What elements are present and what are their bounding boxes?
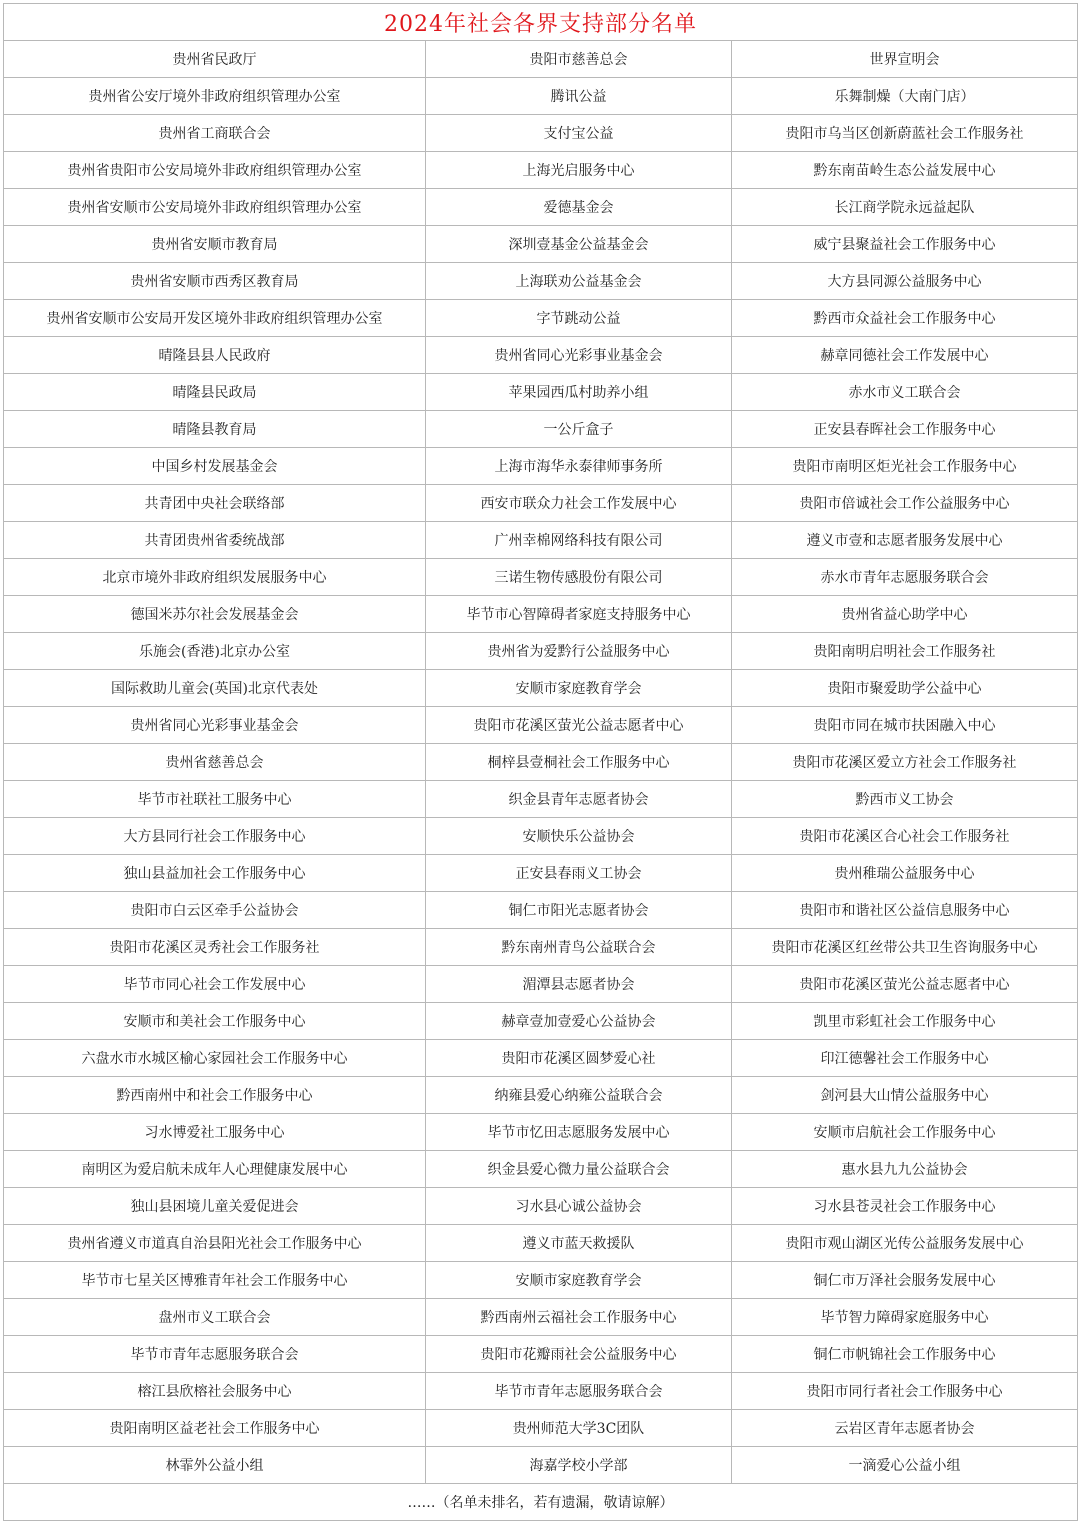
organization-cell: 林霏外公益小组 xyxy=(4,1447,426,1484)
table-row xyxy=(4,707,1078,744)
organization-cell: 贵州师范大学3C团队 xyxy=(426,1410,732,1447)
table-row xyxy=(4,1077,1078,1114)
organization-cell: 乐施会(香港)北京办公室 xyxy=(4,633,426,670)
organization-cell: 贵阳市花溪区合心社会工作服务社 xyxy=(732,818,1078,855)
organization-cell: 广州幸棉网络科技有限公司 xyxy=(426,522,732,559)
organization-cell: 贵州省安顺市教育局 xyxy=(4,226,426,263)
table-row xyxy=(4,929,1078,966)
table-row xyxy=(4,559,1078,596)
organization-cell: 盘州市义工联合会 xyxy=(4,1299,426,1336)
organization-cell: 铜仁市阳光志愿者协会 xyxy=(426,892,732,929)
organization-cell: 腾讯公益 xyxy=(426,78,732,115)
organization-cell: 赫章壹加壹爱心公益协会 xyxy=(426,1003,732,1040)
table-row xyxy=(4,300,1078,337)
organization-cell: 世界宣明会 xyxy=(732,41,1078,78)
title-row xyxy=(4,4,1078,41)
organization-cell: 乐舞制燥（大南门店） xyxy=(732,78,1078,115)
organization-cell: 毕节市心智障碍者家庭支持服务中心 xyxy=(426,596,732,633)
organization-cell: 贵州省公安厅境外非政府组织管理办公室 xyxy=(4,78,426,115)
organization-cell: 支付宝公益 xyxy=(426,115,732,152)
organization-cell: 南明区为爱启航未成年人心理健康发展中心 xyxy=(4,1151,426,1188)
organization-cell: 晴隆县教育局 xyxy=(4,411,426,448)
organization-cell: 贵阳市慈善总会 xyxy=(426,41,732,78)
table-row xyxy=(4,966,1078,1003)
organization-cell: 西安市联众力社会工作发展中心 xyxy=(426,485,732,522)
table-row xyxy=(4,189,1078,226)
table-row xyxy=(4,1003,1078,1040)
organization-cell: 印江德馨社会工作服务中心 xyxy=(732,1040,1078,1077)
organization-cell: 贵州省安顺市西秀区教育局 xyxy=(4,263,426,300)
table-row xyxy=(4,374,1078,411)
organization-cell: 上海联劝公益基金会 xyxy=(426,263,732,300)
table-row xyxy=(4,263,1078,300)
table-row xyxy=(4,781,1078,818)
organization-cell: 贵阳市和谐社区公益信息服务中心 xyxy=(732,892,1078,929)
organization-cell: 桐梓县壹桐社会工作服务中心 xyxy=(426,744,732,781)
organization-cell: 剑河县大山情公益服务中心 xyxy=(732,1077,1078,1114)
table-row xyxy=(4,1188,1078,1225)
organization-cell: 贵阳南明启明社会工作服务社 xyxy=(732,633,1078,670)
organization-cell: 贵阳市花瓣雨社会公益服务中心 xyxy=(426,1336,732,1373)
organization-cell: 赫章同德社会工作发展中心 xyxy=(732,337,1078,374)
table-row xyxy=(4,855,1078,892)
organization-cell: 毕节智力障碍家庭服务中心 xyxy=(732,1299,1078,1336)
organization-cell: 织金县爱心微力量公益联合会 xyxy=(426,1151,732,1188)
organization-cell: 贵阳市花溪区萤光公益志愿者中心 xyxy=(426,707,732,744)
table-row xyxy=(4,1447,1078,1484)
table-row xyxy=(4,411,1078,448)
organization-cell: 正安县春雨义工协会 xyxy=(426,855,732,892)
organization-cell: 一滴爱心公益小组 xyxy=(732,1447,1078,1484)
organization-cell: 贵州省同心光彩事业基金会 xyxy=(426,337,732,374)
organization-cell: 贵州省遵义市道真自治县阳光社会工作服务中心 xyxy=(4,1225,426,1262)
organization-cell: 共青团中央社会联络部 xyxy=(4,485,426,522)
organization-cell: 贵州省民政厅 xyxy=(4,41,426,78)
organization-cell: 贵阳南明区益老社会工作服务中心 xyxy=(4,1410,426,1447)
organization-cell: 共青团贵州省委统战部 xyxy=(4,522,426,559)
table-row xyxy=(4,1299,1078,1336)
table-row xyxy=(4,152,1078,189)
organization-cell: 毕节市青年志愿服务联合会 xyxy=(4,1336,426,1373)
organization-cell: 铜仁市帆锦社会工作服务中心 xyxy=(732,1336,1078,1373)
organization-cell: 安顺快乐公益协会 xyxy=(426,818,732,855)
organization-cell: 贵阳市花溪区爱立方社会工作服务社 xyxy=(732,744,1078,781)
organization-cell: 习水博爱社工服务中心 xyxy=(4,1114,426,1151)
organization-cell: 贵阳市花溪区灵秀社会工作服务社 xyxy=(4,929,426,966)
table-row xyxy=(4,226,1078,263)
page-title: 2024年社会各界支持部分名单 xyxy=(4,4,1078,41)
table-row xyxy=(4,1373,1078,1410)
organization-cell: 安顺市家庭教育学会 xyxy=(426,1262,732,1299)
organization-cell: 湄潭县志愿者协会 xyxy=(426,966,732,1003)
table-row xyxy=(4,818,1078,855)
organization-cell: 赤水市青年志愿服务联合会 xyxy=(732,559,1078,596)
organization-cell: 凯里市彩虹社会工作服务中心 xyxy=(732,1003,1078,1040)
table-row xyxy=(4,1336,1078,1373)
organization-cell: 黔西市义工协会 xyxy=(732,781,1078,818)
organization-cell: 织金县青年志愿者协会 xyxy=(426,781,732,818)
table-row xyxy=(4,670,1078,707)
organization-cell: 字节跳动公益 xyxy=(426,300,732,337)
table-row xyxy=(4,1040,1078,1077)
table-row xyxy=(4,522,1078,559)
organization-cell: 威宁县聚益社会工作服务中心 xyxy=(732,226,1078,263)
table-row xyxy=(4,1410,1078,1447)
organization-cell: 贵州稚瑞公益服务中心 xyxy=(732,855,1078,892)
organization-cell: 黔西南州云福社会工作服务中心 xyxy=(426,1299,732,1336)
table-row xyxy=(4,1225,1078,1262)
organization-cell: 云岩区青年志愿者协会 xyxy=(732,1410,1078,1447)
organization-cell: 大方县同源公益服务中心 xyxy=(732,263,1078,300)
organization-cell: 贵阳市同在城市扶困融入中心 xyxy=(732,707,1078,744)
organization-cell: 中国乡村发展基金会 xyxy=(4,448,426,485)
table-row xyxy=(4,744,1078,781)
organization-cell: 安顺市家庭教育学会 xyxy=(426,670,732,707)
organization-cell: 贵州省为爱黔行公益服务中心 xyxy=(426,633,732,670)
organization-cell: 晴隆县县人民政府 xyxy=(4,337,426,374)
organization-cell: 贵州省同心光彩事业基金会 xyxy=(4,707,426,744)
organization-cell: 晴隆县民政局 xyxy=(4,374,426,411)
table-row xyxy=(4,485,1078,522)
organization-cell: 习水县心诚公益协会 xyxy=(426,1188,732,1225)
supporters-sheet xyxy=(3,3,1077,1521)
table-row xyxy=(4,1262,1078,1299)
table-row xyxy=(4,596,1078,633)
organization-cell: 贵州省贵阳市公安局境外非政府组织管理办公室 xyxy=(4,152,426,189)
organization-cell: 三诺生物传感股份有限公司 xyxy=(426,559,732,596)
organization-cell: 榕江县欣榕社会服务中心 xyxy=(4,1373,426,1410)
organization-cell: 铜仁市万泽社会服务发展中心 xyxy=(732,1262,1078,1299)
footer-note: ……（名单未排名，若有遗漏，敬请谅解） xyxy=(4,1484,1078,1521)
organization-cell: 独山县益加社会工作服务中心 xyxy=(4,855,426,892)
organization-cell: 贵阳市花溪区圆梦爱心社 xyxy=(426,1040,732,1077)
organization-cell: 黔西南州中和社会工作服务中心 xyxy=(4,1077,426,1114)
organization-cell: 德国米苏尔社会发展基金会 xyxy=(4,596,426,633)
organization-cell: 贵州省安顺市公安局开发区境外非政府组织管理办公室 xyxy=(4,300,426,337)
organization-cell: 贵阳市同行者社会工作服务中心 xyxy=(732,1373,1078,1410)
organization-cell: 北京市境外非政府组织发展服务中心 xyxy=(4,559,426,596)
organization-cell: 贵阳市花溪区萤光公益志愿者中心 xyxy=(732,966,1078,1003)
organization-cell: 黔西市众益社会工作服务中心 xyxy=(732,300,1078,337)
organization-cell: 大方县同行社会工作服务中心 xyxy=(4,818,426,855)
organization-cell: 贵阳市南明区炬光社会工作服务中心 xyxy=(732,448,1078,485)
organization-cell: 纳雍县爱心纳雍公益联合会 xyxy=(426,1077,732,1114)
organization-cell: 赤水市义工联合会 xyxy=(732,374,1078,411)
organization-cell: 毕节市青年志愿服务联合会 xyxy=(426,1373,732,1410)
table-row xyxy=(4,448,1078,485)
organization-cell: 贵阳市白云区牵手公益协会 xyxy=(4,892,426,929)
table-row xyxy=(4,115,1078,152)
organization-cell: 贵阳市观山湖区光传公益服务发展中心 xyxy=(732,1225,1078,1262)
organization-cell: 贵阳市乌当区创新蔚蓝社会工作服务社 xyxy=(732,115,1078,152)
table-row xyxy=(4,1151,1078,1188)
table-row xyxy=(4,78,1078,115)
organization-cell: 深圳壹基金公益基金会 xyxy=(426,226,732,263)
organization-cell: 上海市海华永泰律师事务所 xyxy=(426,448,732,485)
organization-cell: 贵阳市花溪区红丝带公共卫生咨询服务中心 xyxy=(732,929,1078,966)
table-row xyxy=(4,892,1078,929)
organization-cell: 海嘉学校小学部 xyxy=(426,1447,732,1484)
organization-cell: 遵义市蓝天救援队 xyxy=(426,1225,732,1262)
organization-cell: 正安县春晖社会工作服务中心 xyxy=(732,411,1078,448)
organization-cell: 独山县困境儿童关爱促进会 xyxy=(4,1188,426,1225)
table-row xyxy=(4,1114,1078,1151)
organization-cell: 国际救助儿童会(英国)北京代表处 xyxy=(4,670,426,707)
organization-cell: 一公斤盒子 xyxy=(426,411,732,448)
organization-cell: 惠水县九九公益协会 xyxy=(732,1151,1078,1188)
organization-cell: 六盘水市水城区榆心家园社会工作服务中心 xyxy=(4,1040,426,1077)
organization-cell: 贵阳市聚爱助学公益中心 xyxy=(732,670,1078,707)
organization-cell: 毕节市同心社会工作发展中心 xyxy=(4,966,426,1003)
organization-cell: 黔东南苗岭生态公益发展中心 xyxy=(732,152,1078,189)
organization-cell: 贵州省安顺市公安局境外非政府组织管理办公室 xyxy=(4,189,426,226)
footer-row xyxy=(4,1484,1078,1521)
table-row xyxy=(4,337,1078,374)
organization-cell: 上海光启服务中心 xyxy=(426,152,732,189)
organization-cell: 贵州省工商联合会 xyxy=(4,115,426,152)
organization-cell: 长江商学院永远益起队 xyxy=(732,189,1078,226)
organization-cell: 爱德基金会 xyxy=(426,189,732,226)
organization-cell: 安顺市和美社会工作服务中心 xyxy=(4,1003,426,1040)
organization-cell: 安顺市启航社会工作服务中心 xyxy=(732,1114,1078,1151)
organization-cell: 毕节市社联社工服务中心 xyxy=(4,781,426,818)
supporters-table xyxy=(3,3,1078,1521)
organization-cell: 毕节市七星关区博雅青年社会工作服务中心 xyxy=(4,1262,426,1299)
organization-cell: 贵阳市倍诚社会工作公益服务中心 xyxy=(732,485,1078,522)
table-row xyxy=(4,633,1078,670)
organization-cell: 贵州省慈善总会 xyxy=(4,744,426,781)
organization-cell: 毕节市忆田志愿服务发展中心 xyxy=(426,1114,732,1151)
organization-cell: 苹果园西瓜村助养小组 xyxy=(426,374,732,411)
organization-cell: 贵州省益心助学中心 xyxy=(732,596,1078,633)
table-row xyxy=(4,41,1078,78)
organization-cell: 遵义市壹和志愿者服务发展中心 xyxy=(732,522,1078,559)
organization-cell: 习水县苍灵社会工作服务中心 xyxy=(732,1188,1078,1225)
organization-cell: 黔东南州青鸟公益联合会 xyxy=(426,929,732,966)
